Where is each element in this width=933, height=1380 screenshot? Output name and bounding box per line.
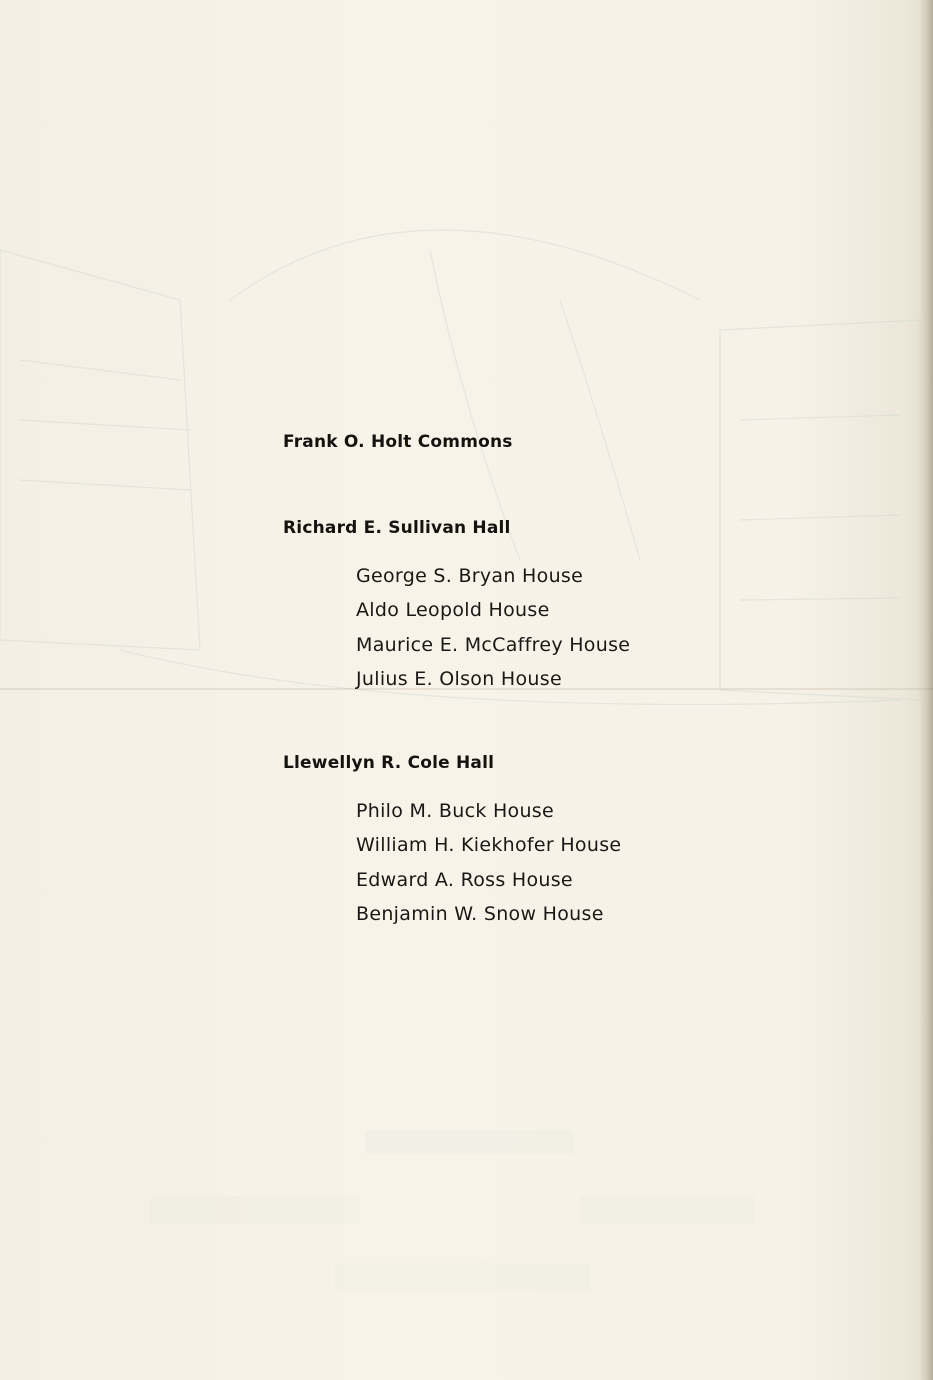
section-sullivan-hall	[283, 517, 631, 690]
house-list-item: George S. Bryan House	[356, 565, 584, 587]
house-list-item: William H. Kiekhofer House	[356, 834, 622, 857]
house-list-item: Benjamin W. Snow House	[356, 902, 604, 925]
section-holt-commons	[283, 431, 513, 453]
house-list-item: Aldo Leopold House	[356, 599, 550, 622]
house-list-item: Julius E. Olson House	[356, 667, 562, 690]
house-list	[356, 559, 630, 696]
house-list-item: Maurice E. McCaffrey House	[356, 633, 631, 656]
section-cole-hall	[283, 752, 622, 925]
section-heading: Richard E. Sullivan Hall	[283, 518, 511, 538]
house-list-item: Edward A. Ross House	[356, 868, 573, 891]
page-edge-shadow	[919, 0, 933, 1380]
section-heading: Llewellyn R. Cole Hall	[283, 753, 495, 773]
house-list-item: Philo M. Buck House	[356, 800, 555, 822]
house-list	[356, 794, 621, 931]
section-heading: Frank O. Holt Commons	[283, 432, 513, 452]
